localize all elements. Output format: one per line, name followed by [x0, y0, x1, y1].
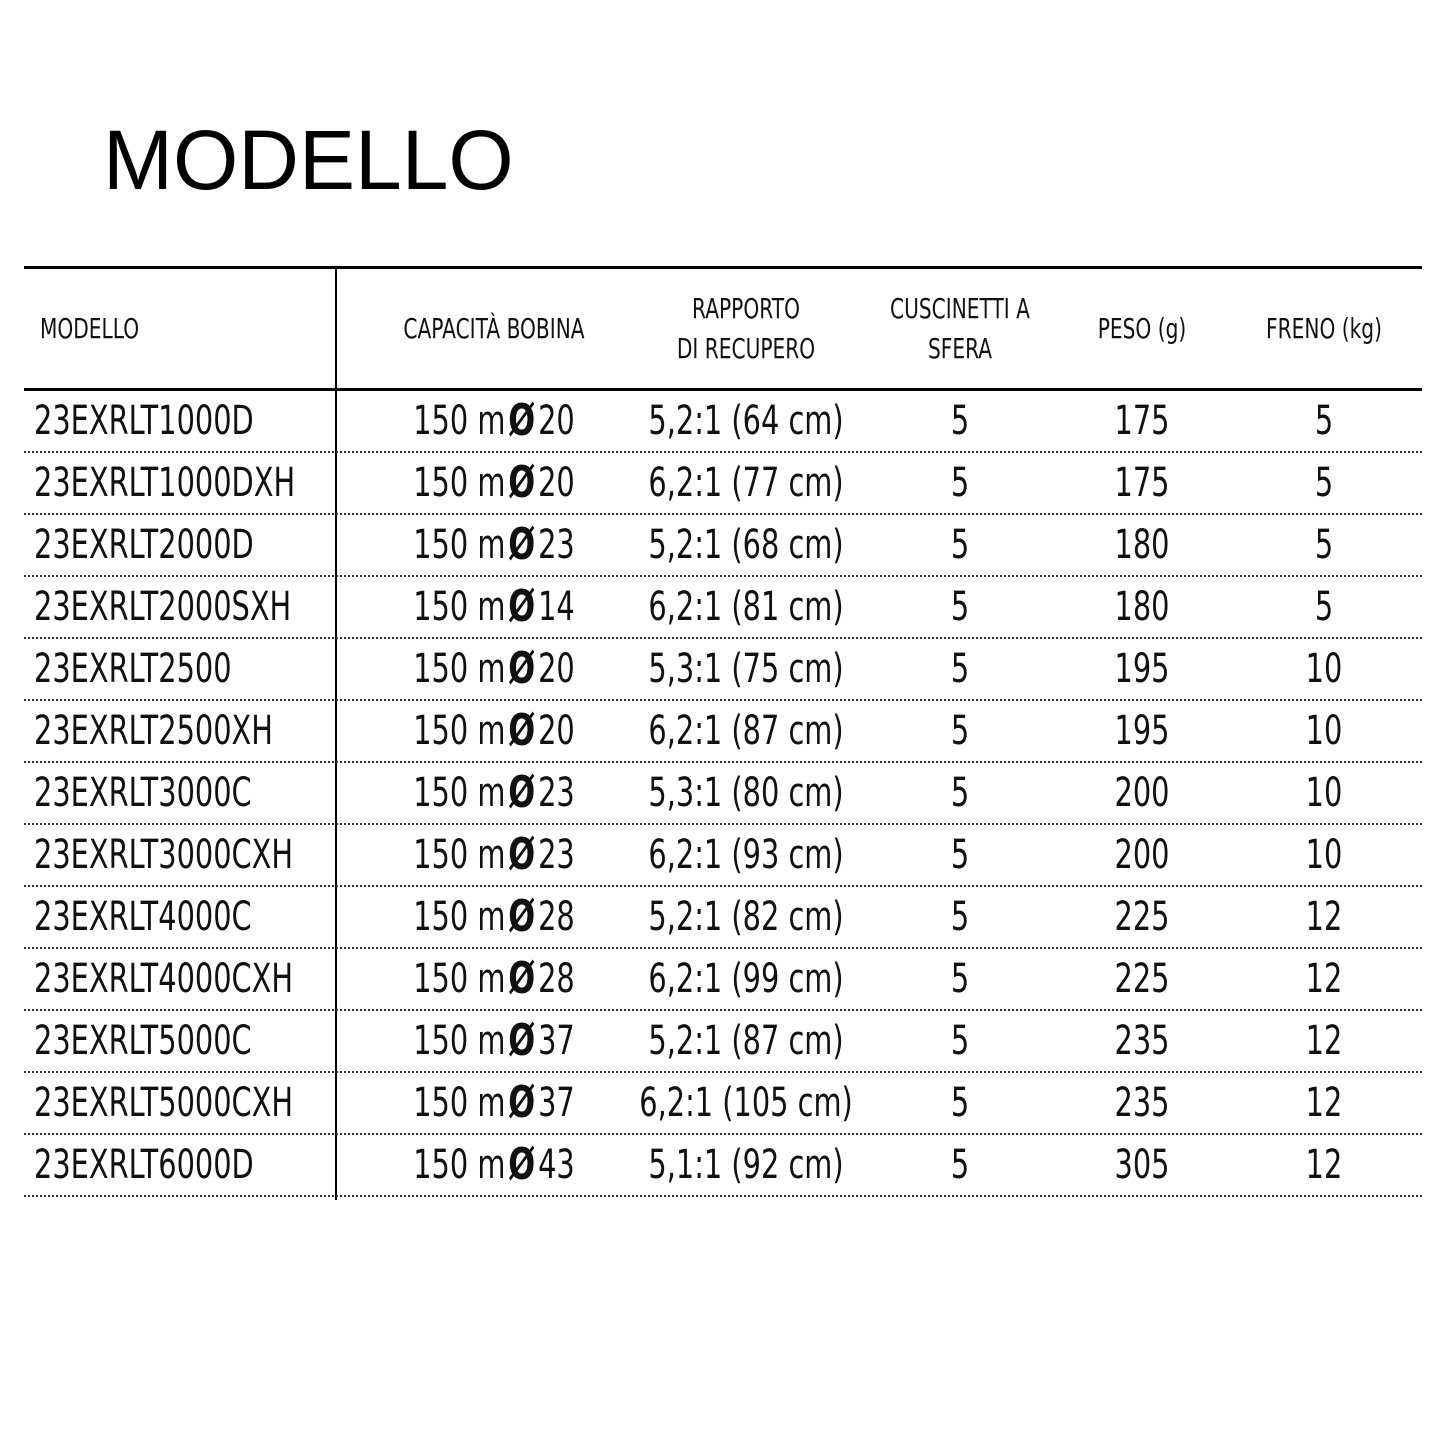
diameter-icon: Ø: [508, 953, 536, 1004]
cell-ratio: [648, 1135, 844, 1195]
cell-capacity: [380, 825, 609, 885]
cell-bearings: [889, 1011, 1030, 1071]
cell-capacity: [380, 949, 609, 1009]
capacity-length: 150 m: [413, 646, 506, 692]
gear-ratio: 6,2:1 (93 cm): [648, 832, 844, 878]
model-name: 23EXRLT5000CXH: [34, 1080, 294, 1126]
weight-value: 175: [1114, 460, 1170, 506]
bearings-count: 5: [950, 1018, 970, 1064]
header-label: FRENO (kg): [1266, 311, 1382, 345]
cell-capacity: [380, 1011, 609, 1071]
capacity-diameter: 23: [538, 770, 575, 816]
header-label: RAPPORTO DI RECUPERO: [676, 291, 816, 365]
cell-bearings: [889, 949, 1030, 1009]
model-name: 23EXRLT2000SXH: [34, 584, 292, 630]
cell-bearings: [889, 453, 1030, 513]
bearings-count: 5: [950, 956, 970, 1002]
capacity-diameter: 28: [538, 956, 575, 1002]
model-name: 23EXRLT6000D: [34, 1142, 254, 1188]
cell-drag: [1259, 949, 1389, 1009]
cell-bearings: [889, 1135, 1030, 1195]
cell-model: [34, 515, 308, 575]
cell-weight: [1086, 887, 1198, 947]
bearings-count: 5: [950, 460, 970, 506]
drag-value: 10: [1305, 770, 1343, 816]
capacity-length: 150 m: [413, 398, 506, 444]
drag-value: 12: [1305, 894, 1343, 940]
gear-ratio: 5,2:1 (68 cm): [648, 522, 844, 568]
model-name: 23EXRLT4000CXH: [34, 956, 294, 1002]
weight-value: 225: [1114, 956, 1170, 1002]
cell-model: [34, 701, 308, 761]
table-row: [24, 515, 1422, 577]
cell-model: [34, 391, 308, 451]
capacity-diameter: 37: [538, 1018, 575, 1064]
weight-value: 180: [1114, 522, 1170, 568]
drag-value: 10: [1305, 646, 1343, 692]
cell-ratio: [648, 1011, 844, 1071]
drag-value: 10: [1305, 708, 1343, 754]
diameter-icon: Ø: [508, 395, 536, 446]
cell-model: [34, 1011, 308, 1071]
cell-drag: [1259, 1011, 1389, 1071]
cell-bearings: [889, 515, 1030, 575]
header-label: CAPACITÀ BOBINA: [403, 311, 585, 345]
cell-ratio: [648, 639, 844, 699]
cell-drag: [1259, 763, 1389, 823]
cell-drag: [1259, 639, 1389, 699]
cell-model: [34, 763, 308, 823]
cell-weight: [1086, 1135, 1198, 1195]
cell-capacity: [380, 763, 609, 823]
header-freno: [1259, 269, 1389, 388]
model-name: 23EXRLT2500XH: [34, 708, 273, 754]
table-row: [24, 1073, 1422, 1135]
diameter-icon: Ø: [508, 643, 536, 694]
table-row: [24, 701, 1422, 763]
capacity-diameter: 37: [538, 1080, 575, 1126]
diameter-icon: Ø: [508, 767, 536, 818]
weight-value: 200: [1114, 770, 1170, 816]
bearings-count: 5: [950, 894, 970, 940]
cell-drag: [1259, 701, 1389, 761]
weight-value: 305: [1114, 1142, 1170, 1188]
cell-ratio: [639, 1073, 853, 1133]
cell-drag: [1259, 825, 1389, 885]
header-cuscinetti-a-sfera: [889, 269, 1030, 388]
cell-drag: [1259, 453, 1389, 513]
gear-ratio: 6,2:1 (81 cm): [648, 584, 844, 630]
cell-ratio: [648, 577, 844, 637]
cell-drag: [1259, 887, 1389, 947]
capacity-length: 150 m: [413, 584, 506, 630]
model-name: 23EXRLT5000C: [34, 1018, 252, 1064]
drag-value: 5: [1314, 584, 1334, 630]
table-row: [24, 639, 1422, 701]
cell-drag: [1259, 1073, 1389, 1133]
cell-capacity: [380, 515, 609, 575]
model-name: 23EXRLT3000C: [34, 770, 252, 816]
cell-bearings: [889, 1073, 1030, 1133]
header-label: CUSCINETTI A SFERA: [890, 291, 1030, 365]
diameter-icon: Ø: [508, 1077, 536, 1128]
cell-capacity: [380, 577, 609, 637]
capacity-diameter: 20: [538, 646, 575, 692]
model-name: 23EXRLT2000D: [34, 522, 254, 568]
diameter-icon: Ø: [508, 1015, 536, 1066]
diameter-icon: Ø: [508, 519, 536, 570]
drag-value: 5: [1314, 398, 1334, 444]
bearings-count: 5: [950, 708, 970, 754]
capacity-length: 150 m: [413, 770, 506, 816]
cell-bearings: [889, 701, 1030, 761]
drag-value: 5: [1314, 460, 1334, 506]
cell-capacity: [380, 453, 609, 513]
bearings-count: 5: [950, 522, 970, 568]
gear-ratio: 5,1:1 (92 cm): [648, 1142, 844, 1188]
cell-weight: [1086, 763, 1198, 823]
cell-model: [34, 825, 308, 885]
cell-ratio: [648, 701, 844, 761]
cell-ratio: [648, 453, 844, 513]
bearings-count: 5: [950, 770, 970, 816]
cell-weight: [1086, 639, 1198, 699]
cell-weight: [1086, 949, 1198, 1009]
capacity-diameter: 43: [538, 1142, 575, 1188]
diameter-icon: Ø: [508, 581, 536, 632]
capacity-length: 150 m: [413, 956, 506, 1002]
gear-ratio: 5,2:1 (82 cm): [648, 894, 844, 940]
bearings-count: 5: [950, 646, 970, 692]
gear-ratio: 6,2:1 (99 cm): [648, 956, 844, 1002]
gear-ratio: 5,3:1 (80 cm): [648, 770, 844, 816]
weight-value: 200: [1114, 832, 1170, 878]
cell-bearings: [889, 577, 1030, 637]
cell-ratio: [648, 391, 844, 451]
cell-ratio: [648, 515, 844, 575]
capacity-length: 150 m: [413, 894, 506, 940]
capacity-diameter: 20: [538, 708, 575, 754]
cell-model: [34, 949, 308, 1009]
model-name: 23EXRLT1000DXH: [34, 460, 296, 506]
cell-weight: [1086, 391, 1198, 451]
capacity-diameter: 20: [538, 460, 575, 506]
table-row: [24, 391, 1422, 453]
table-row: [24, 763, 1422, 825]
cell-weight: [1086, 1073, 1198, 1133]
bearings-count: 5: [950, 398, 970, 444]
cell-capacity: [380, 1073, 609, 1133]
bearings-count: 5: [950, 1080, 970, 1126]
capacity-length: 150 m: [413, 1142, 506, 1188]
cell-ratio: [648, 949, 844, 1009]
drag-value: 12: [1305, 956, 1343, 1002]
cell-capacity: [380, 639, 609, 699]
cell-drag: [1259, 577, 1389, 637]
capacity-length: 150 m: [413, 522, 506, 568]
weight-value: 195: [1114, 646, 1170, 692]
bearings-count: 5: [950, 832, 970, 878]
bearings-count: 5: [950, 1142, 970, 1188]
cell-model: [34, 453, 308, 513]
cell-weight: [1086, 453, 1198, 513]
table-row: [24, 453, 1422, 515]
header-rapporto-di-recupero: [674, 269, 818, 388]
drag-value: 5: [1314, 522, 1334, 568]
gear-ratio: 6,2:1 (87 cm): [648, 708, 844, 754]
capacity-length: 150 m: [413, 1080, 506, 1126]
cell-model: [34, 1135, 308, 1195]
capacity-diameter: 23: [538, 522, 575, 568]
cell-model: [34, 639, 308, 699]
drag-value: 12: [1305, 1018, 1343, 1064]
diameter-icon: Ø: [508, 891, 536, 942]
capacity-length: 150 m: [413, 460, 506, 506]
cell-bearings: [889, 763, 1030, 823]
capacity-diameter: 28: [538, 894, 575, 940]
weight-value: 180: [1114, 584, 1170, 630]
header-modello: [40, 269, 256, 388]
weight-value: 175: [1114, 398, 1170, 444]
page-title: MODELLO: [103, 113, 514, 207]
model-name: 23EXRLT1000D: [34, 398, 254, 444]
weight-value: 225: [1114, 894, 1170, 940]
cell-bearings: [889, 639, 1030, 699]
cell-drag: [1259, 1135, 1389, 1195]
cell-weight: [1086, 1011, 1198, 1071]
gear-ratio: 6,2:1 (105 cm): [639, 1080, 853, 1126]
weight-value: 235: [1114, 1080, 1170, 1126]
table-row: [24, 577, 1422, 639]
header-label: PESO (g): [1097, 311, 1187, 345]
diameter-icon: Ø: [508, 829, 536, 880]
model-name: 23EXRLT3000CXH: [34, 832, 294, 878]
drag-value: 12: [1305, 1080, 1343, 1126]
cell-bearings: [889, 887, 1030, 947]
header-capacita-bobina: [380, 269, 609, 388]
diameter-icon: Ø: [508, 705, 536, 756]
model-name: 23EXRLT4000C: [34, 894, 252, 940]
cell-capacity: [380, 887, 609, 947]
model-name: 23EXRLT2500: [34, 646, 232, 692]
table-row: [24, 887, 1422, 949]
weight-value: 195: [1114, 708, 1170, 754]
bearings-count: 5: [950, 584, 970, 630]
cell-model: [34, 1073, 308, 1133]
cell-ratio: [648, 887, 844, 947]
cell-ratio: [648, 763, 844, 823]
cell-bearings: [889, 825, 1030, 885]
capacity-diameter: 14: [538, 584, 575, 630]
table-header-row: [24, 269, 1422, 388]
header-label: MODELLO: [40, 311, 140, 345]
capacity-diameter: 23: [538, 832, 575, 878]
drag-value: 10: [1305, 832, 1343, 878]
cell-capacity: [380, 391, 609, 451]
table-row: [24, 825, 1422, 887]
weight-value: 235: [1114, 1018, 1170, 1064]
drag-value: 12: [1305, 1142, 1343, 1188]
gear-ratio: 5,3:1 (75 cm): [648, 646, 844, 692]
capacity-length: 150 m: [413, 832, 506, 878]
capacity-length: 150 m: [413, 708, 506, 754]
cell-drag: [1259, 515, 1389, 575]
table-body: [24, 391, 1422, 1197]
gear-ratio: 5,2:1 (64 cm): [648, 398, 844, 444]
cell-weight: [1086, 825, 1198, 885]
cell-drag: [1259, 391, 1389, 451]
table-row: [24, 1011, 1422, 1073]
table-row: [24, 949, 1422, 1011]
diameter-icon: Ø: [508, 457, 536, 508]
cell-weight: [1086, 701, 1198, 761]
header-peso: [1086, 269, 1198, 388]
cell-capacity: [380, 1135, 609, 1195]
cell-ratio: [648, 825, 844, 885]
capacity-diameter: 20: [538, 398, 575, 444]
gear-ratio: 5,2:1 (87 cm): [648, 1018, 844, 1064]
cell-model: [34, 887, 308, 947]
capacity-length: 150 m: [413, 1018, 506, 1064]
gear-ratio: 6,2:1 (77 cm): [648, 460, 844, 506]
cell-capacity: [380, 701, 609, 761]
cell-weight: [1086, 515, 1198, 575]
table-row: [24, 1135, 1422, 1197]
cell-bearings: [889, 391, 1030, 451]
diameter-icon: Ø: [508, 1139, 536, 1190]
cell-model: [34, 577, 308, 637]
cell-weight: [1086, 577, 1198, 637]
